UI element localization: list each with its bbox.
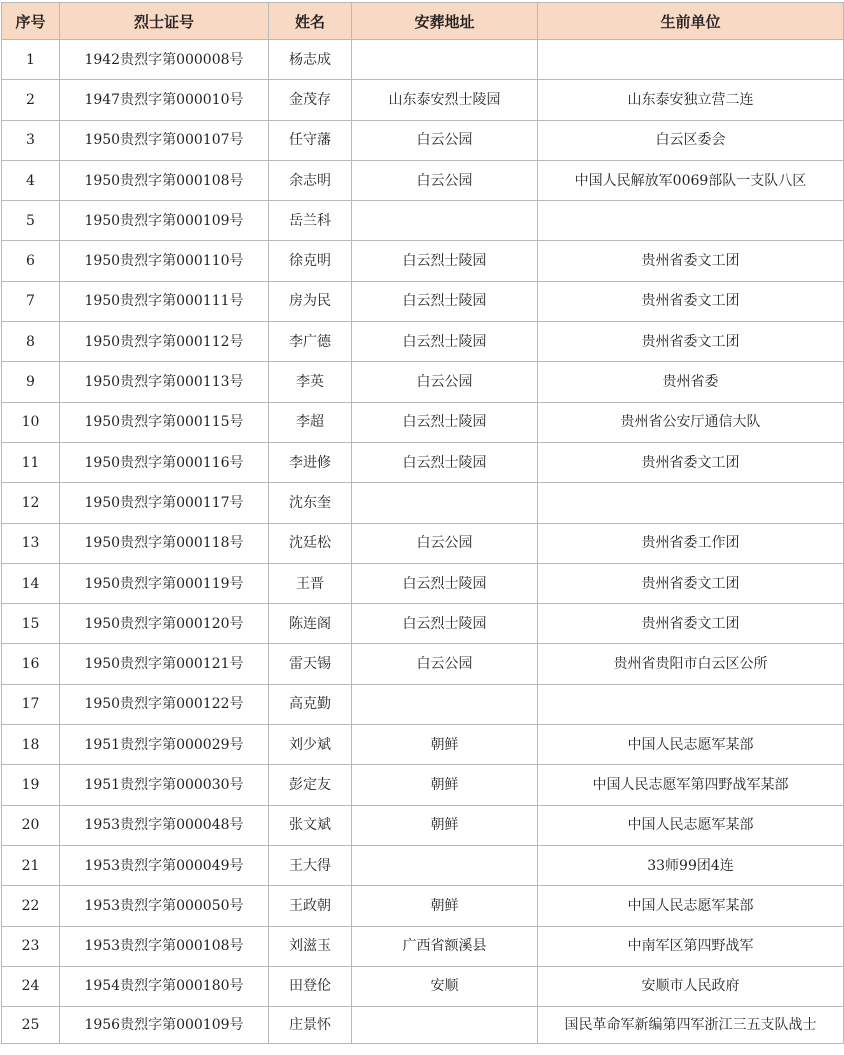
cell-unit: 中南军区第四野战军 xyxy=(538,926,844,966)
cell-certificate: 1950贵烈字第000109号 xyxy=(60,201,269,241)
cell-name: 陈连阁 xyxy=(269,604,352,644)
cell-index: 4 xyxy=(2,160,60,200)
cell-burial: 白云公园 xyxy=(352,362,538,402)
cell-unit: 中国人民志愿军某部 xyxy=(538,805,844,845)
header-certificate: 烈士证号 xyxy=(60,3,269,40)
header-name: 姓名 xyxy=(269,3,352,40)
table-row xyxy=(2,644,844,684)
table-row xyxy=(2,805,844,845)
cell-certificate: 1950贵烈字第000116号 xyxy=(60,442,269,482)
table-row xyxy=(2,523,844,563)
cell-unit xyxy=(538,684,844,724)
cell-name: 徐克明 xyxy=(269,241,352,281)
cell-name: 王晋 xyxy=(269,563,352,603)
cell-certificate: 1950贵烈字第000108号 xyxy=(60,160,269,200)
table-row xyxy=(2,201,844,241)
cell-certificate: 1951贵烈字第000029号 xyxy=(60,725,269,765)
cell-burial xyxy=(352,40,538,80)
cell-index: 20 xyxy=(2,805,60,845)
cell-name: 房为民 xyxy=(269,281,352,321)
cell-burial: 白云烈士陵园 xyxy=(352,281,538,321)
cell-certificate: 1950贵烈字第000112号 xyxy=(60,322,269,362)
cell-unit: 安顺市人民政府 xyxy=(538,966,844,1006)
header-index: 序号 xyxy=(2,3,60,40)
cell-index: 15 xyxy=(2,604,60,644)
cell-burial: 白云烈士陵园 xyxy=(352,604,538,644)
table-row xyxy=(2,1007,844,1044)
table-row xyxy=(2,886,844,926)
cell-index: 25 xyxy=(2,1007,60,1044)
cell-unit xyxy=(538,483,844,523)
table-body xyxy=(2,40,844,1044)
cell-name: 张文斌 xyxy=(269,805,352,845)
cell-name: 高克勤 xyxy=(269,684,352,724)
table-row xyxy=(2,80,844,120)
cell-burial: 朝鲜 xyxy=(352,765,538,805)
cell-certificate: 1956贵烈字第000109号 xyxy=(60,1007,269,1044)
cell-burial: 白云烈士陵园 xyxy=(352,322,538,362)
cell-unit: 贵州省公安厅通信大队 xyxy=(538,402,844,442)
cell-burial: 广西省额溪县 xyxy=(352,926,538,966)
cell-index: 10 xyxy=(2,402,60,442)
cell-certificate: 1947贵烈字第000010号 xyxy=(60,80,269,120)
cell-index: 9 xyxy=(2,362,60,402)
cell-unit: 中国人民志愿军第四野战军某部 xyxy=(538,765,844,805)
cell-unit: 贵州省贵阳市白云区公所 xyxy=(538,644,844,684)
cell-index: 16 xyxy=(2,644,60,684)
table-row xyxy=(2,120,844,160)
cell-index: 18 xyxy=(2,725,60,765)
cell-certificate: 1950贵烈字第000119号 xyxy=(60,563,269,603)
cell-unit xyxy=(538,201,844,241)
cell-index: 17 xyxy=(2,684,60,724)
cell-unit: 贵州省委文工团 xyxy=(538,241,844,281)
table-row xyxy=(2,604,844,644)
cell-index: 21 xyxy=(2,845,60,885)
table-header xyxy=(2,3,844,40)
cell-certificate: 1950贵烈字第000107号 xyxy=(60,120,269,160)
table-row xyxy=(2,684,844,724)
cell-certificate: 1954贵烈字第000180号 xyxy=(60,966,269,1006)
cell-name: 王政朝 xyxy=(269,886,352,926)
cell-burial: 朝鲜 xyxy=(352,805,538,845)
table-row xyxy=(2,241,844,281)
cell-unit: 贵州省委文工团 xyxy=(538,322,844,362)
cell-index: 22 xyxy=(2,886,60,926)
cell-burial: 安顺 xyxy=(352,966,538,1006)
cell-certificate: 1950贵烈字第000115号 xyxy=(60,402,269,442)
cell-unit: 贵州省委文工团 xyxy=(538,604,844,644)
table-row xyxy=(2,281,844,321)
cell-name: 田登伦 xyxy=(269,966,352,1006)
table-row xyxy=(2,725,844,765)
cell-index: 2 xyxy=(2,80,60,120)
cell-certificate: 1950贵烈字第000121号 xyxy=(60,644,269,684)
martyrs-table xyxy=(1,2,844,1044)
cell-name: 刘少斌 xyxy=(269,725,352,765)
cell-index: 12 xyxy=(2,483,60,523)
header-unit: 生前单位 xyxy=(538,3,844,40)
cell-unit: 中国人民解放军0069部队一支队八区 xyxy=(538,160,844,200)
cell-certificate: 1950贵烈字第000111号 xyxy=(60,281,269,321)
cell-burial xyxy=(352,201,538,241)
cell-burial: 白云烈士陵园 xyxy=(352,563,538,603)
cell-burial xyxy=(352,1007,538,1044)
cell-unit: 33师99团4连 xyxy=(538,845,844,885)
table-row xyxy=(2,40,844,80)
cell-burial: 朝鲜 xyxy=(352,886,538,926)
cell-certificate: 1953贵烈字第000049号 xyxy=(60,845,269,885)
cell-unit: 国民革命军新编第四军浙江三五支队战士 xyxy=(538,1007,844,1044)
cell-burial xyxy=(352,483,538,523)
table-row xyxy=(2,765,844,805)
cell-name: 雷天锡 xyxy=(269,644,352,684)
table-row xyxy=(2,322,844,362)
cell-index: 1 xyxy=(2,40,60,80)
table-row xyxy=(2,563,844,603)
cell-burial: 白云烈士陵园 xyxy=(352,442,538,482)
cell-burial xyxy=(352,845,538,885)
cell-unit: 贵州省委 xyxy=(538,362,844,402)
table-row xyxy=(2,845,844,885)
cell-name: 岳兰科 xyxy=(269,201,352,241)
cell-name: 金茂存 xyxy=(269,80,352,120)
cell-index: 8 xyxy=(2,322,60,362)
cell-name: 庄景怀 xyxy=(269,1007,352,1044)
table-row xyxy=(2,160,844,200)
cell-name: 彭定友 xyxy=(269,765,352,805)
cell-index: 14 xyxy=(2,563,60,603)
cell-index: 24 xyxy=(2,966,60,1006)
cell-certificate: 1950贵烈字第000110号 xyxy=(60,241,269,281)
cell-name: 刘滋玉 xyxy=(269,926,352,966)
table-row xyxy=(2,966,844,1006)
cell-certificate: 1950贵烈字第000122号 xyxy=(60,684,269,724)
cell-burial: 白云公园 xyxy=(352,644,538,684)
cell-burial: 白云公园 xyxy=(352,160,538,200)
header-burial: 安葬地址 xyxy=(352,3,538,40)
cell-index: 11 xyxy=(2,442,60,482)
cell-unit: 贵州省委文工团 xyxy=(538,442,844,482)
cell-index: 5 xyxy=(2,201,60,241)
cell-name: 李进修 xyxy=(269,442,352,482)
cell-unit: 中国人民志愿军某部 xyxy=(538,886,844,926)
cell-unit: 中国人民志愿军某部 xyxy=(538,725,844,765)
cell-burial: 山东泰安烈士陵园 xyxy=(352,80,538,120)
cell-name: 余志明 xyxy=(269,160,352,200)
table-row xyxy=(2,362,844,402)
cell-name: 杨志成 xyxy=(269,40,352,80)
cell-name: 沈东奎 xyxy=(269,483,352,523)
cell-index: 13 xyxy=(2,523,60,563)
cell-burial: 白云公园 xyxy=(352,523,538,563)
cell-unit: 白云区委会 xyxy=(538,120,844,160)
cell-burial xyxy=(352,684,538,724)
cell-index: 7 xyxy=(2,281,60,321)
cell-burial: 白云烈士陵园 xyxy=(352,241,538,281)
cell-name: 沈廷松 xyxy=(269,523,352,563)
cell-name: 李广德 xyxy=(269,322,352,362)
cell-unit xyxy=(538,40,844,80)
cell-certificate: 1950贵烈字第000118号 xyxy=(60,523,269,563)
table-row xyxy=(2,926,844,966)
cell-burial: 白云公园 xyxy=(352,120,538,160)
cell-name: 任守藩 xyxy=(269,120,352,160)
cell-unit: 贵州省委文工团 xyxy=(538,281,844,321)
cell-index: 6 xyxy=(2,241,60,281)
table-row xyxy=(2,442,844,482)
cell-certificate: 1942贵烈字第000008号 xyxy=(60,40,269,80)
cell-burial: 白云烈士陵园 xyxy=(352,402,538,442)
cell-unit: 贵州省委文工团 xyxy=(538,563,844,603)
cell-certificate: 1950贵烈字第000113号 xyxy=(60,362,269,402)
cell-name: 李英 xyxy=(269,362,352,402)
cell-index: 3 xyxy=(2,120,60,160)
cell-name: 王大得 xyxy=(269,845,352,885)
cell-certificate: 1953贵烈字第000048号 xyxy=(60,805,269,845)
cell-unit: 贵州省委工作团 xyxy=(538,523,844,563)
cell-certificate: 1950贵烈字第000120号 xyxy=(60,604,269,644)
cell-certificate: 1950贵烈字第000117号 xyxy=(60,483,269,523)
cell-unit: 山东泰安独立营二连 xyxy=(538,80,844,120)
cell-certificate: 1953贵烈字第000050号 xyxy=(60,886,269,926)
table-row xyxy=(2,483,844,523)
cell-index: 23 xyxy=(2,926,60,966)
cell-burial: 朝鲜 xyxy=(352,725,538,765)
cell-certificate: 1953贵烈字第000108号 xyxy=(60,926,269,966)
table-row xyxy=(2,402,844,442)
header-row xyxy=(2,3,844,40)
cell-index: 19 xyxy=(2,765,60,805)
cell-certificate: 1951贵烈字第000030号 xyxy=(60,765,269,805)
cell-name: 李超 xyxy=(269,402,352,442)
